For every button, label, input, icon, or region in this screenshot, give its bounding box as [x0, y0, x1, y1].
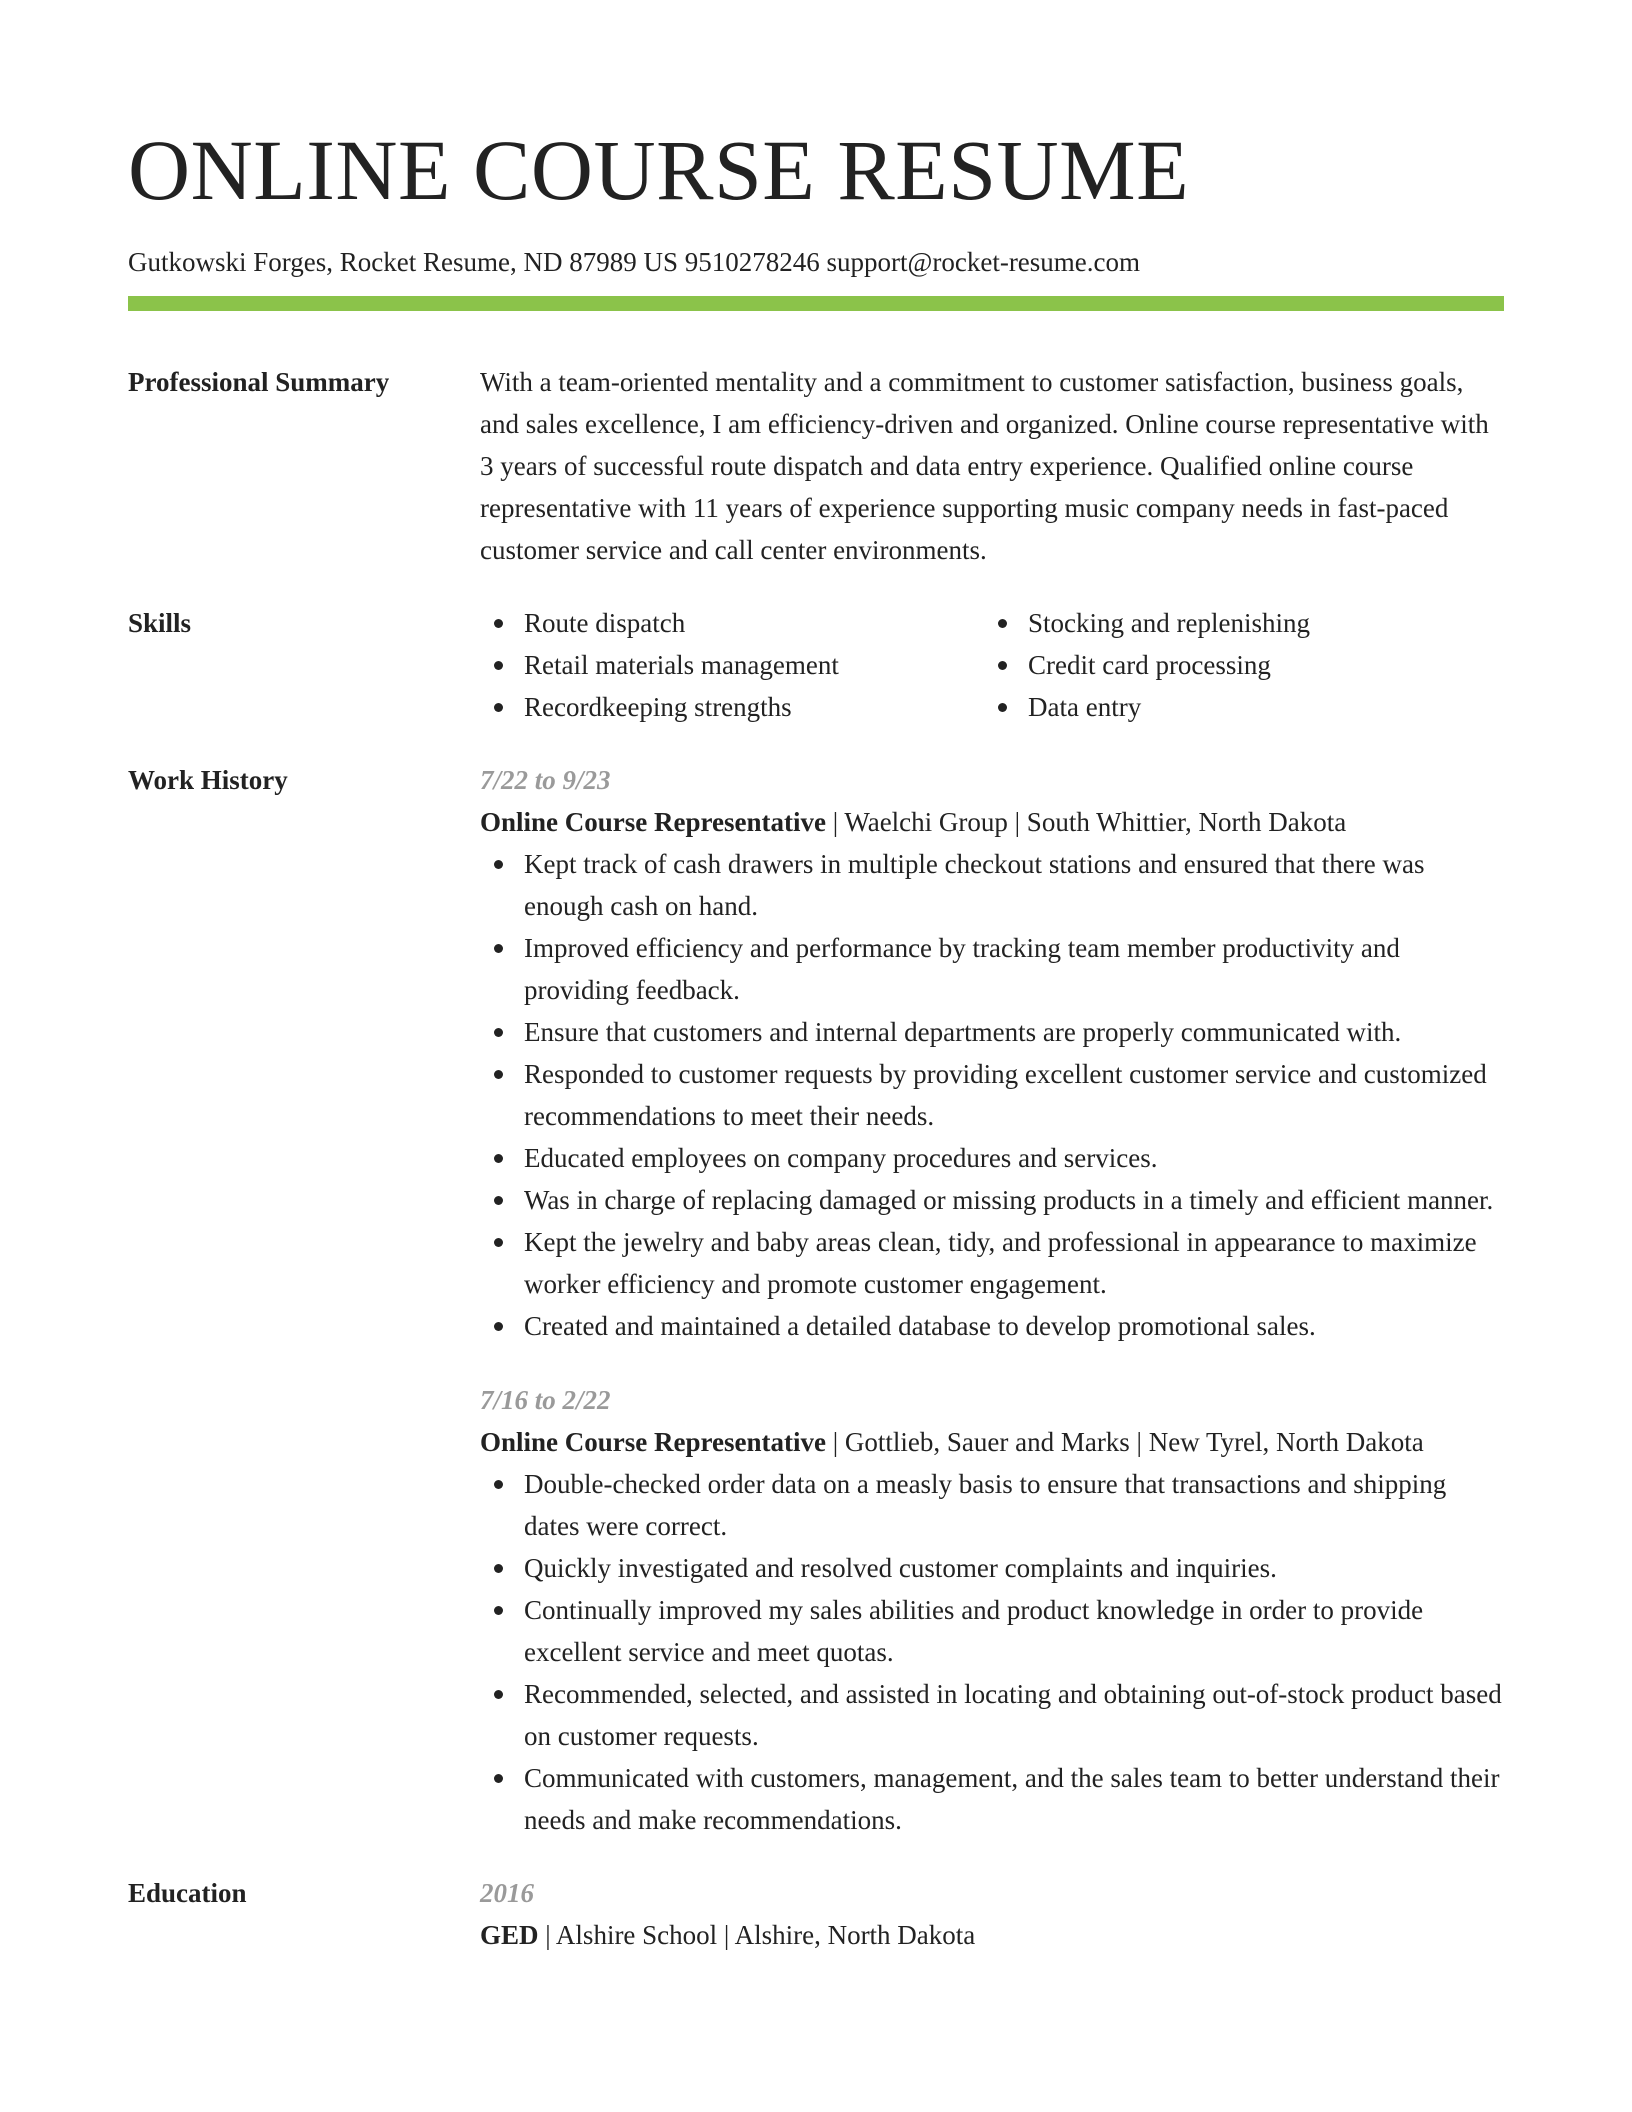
job-bullet: Continually improved my sales abilities and product knowledge in order to provide excellent service and meet quotas. [524, 1589, 1504, 1673]
job-dates: 7/16 to 2/22 [480, 1385, 611, 1415]
job-bullet: Responded to customer requests by providing excellent customer service and customized recommendations to meet their needs. [524, 1053, 1504, 1137]
skill-item: Retail materials management [524, 644, 984, 686]
job-bullet: Educated employees on company procedures and services. [524, 1137, 1504, 1179]
education-degree: GED [480, 1920, 539, 1950]
summary-label: Professional Summary [128, 367, 390, 397]
skills-list-right [984, 602, 1488, 728]
header-divider [128, 296, 1504, 311]
resume-title: ONLINE COURSE RESUME [128, 122, 1190, 218]
job-bullet-list [480, 1463, 1504, 1841]
skills-section [128, 602, 1504, 728]
work-history-section [128, 759, 1504, 1841]
skills-list-left [480, 602, 984, 728]
job-bullet: Improved efficiency and performance by tracking team member productivity and providing feedback. [524, 927, 1504, 1011]
job-details: | Gottlieb, Sauer and Marks | New Tyrel, North Dakota [832, 1427, 1424, 1457]
job-bullet: Was in charge of replacing damaged or missing products in a timely and efficient manner. [524, 1179, 1504, 1221]
job-bullet: Ensure that customers and internal departments are properly communicated with. [524, 1011, 1504, 1053]
job-bullet: Communicated with customers, management, and the sales team to better understand their needs and make recommendations. [524, 1757, 1504, 1841]
skill-item: Data entry [1028, 686, 1488, 728]
job-bullet: Quickly investigated and resolved customer complaints and inquiries. [524, 1547, 1504, 1589]
resume-page [128, 118, 1504, 1956]
job-title: Online Course Representative [480, 1427, 826, 1457]
job-bullet: Recommended, selected, and assisted in locating and obtaining out-of-stock product based on customer requests. [524, 1673, 1504, 1757]
contact-line [128, 244, 1504, 280]
job-heading [480, 1421, 1504, 1463]
skill-item: Stocking and replenishing [1028, 602, 1488, 644]
skill-item: Credit card processing [1028, 644, 1488, 686]
job-entry [480, 759, 1504, 1347]
contact-email: support@rocket-resume.com [826, 247, 1141, 277]
skill-item: Recordkeeping strengths [524, 686, 984, 728]
education-label: Education [128, 1878, 247, 1908]
job-entry [480, 1379, 1504, 1841]
job-title: Online Course Representative [480, 807, 826, 837]
job-bullet: Kept track of cash drawers in multiple checkout stations and ensured that there was enough cash on hand. [524, 843, 1504, 927]
job-bullet-list [480, 843, 1504, 1347]
education-heading [480, 1914, 1504, 1956]
job-dates: 7/22 to 9/23 [480, 765, 611, 795]
job-details: | Waelchi Group | South Whittier, North Dakota [832, 807, 1347, 837]
job-heading [480, 801, 1504, 843]
summary-text: With a team-oriented mentality and a commitment to customer satisfaction, business goals, and sales excellence, I am efficiency-driven and organized. Online course representative with 3 years of successful route dispatch and data entry experience. Qualified online course representative with 11 years of experience supporting music company needs in fast-paced customer service and call center environments. [480, 367, 1489, 565]
skills-label: Skills [128, 608, 192, 638]
job-bullet: Double-checked order data on a measly basis to ensure that transactions and shipping dates were correct. [524, 1463, 1504, 1547]
summary-section [128, 361, 1504, 571]
skills-grid [480, 602, 1504, 728]
education-details: | Alshire School | Alshire, North Dakota [545, 1920, 976, 1950]
skill-item: Route dispatch [524, 602, 984, 644]
work-history-label: Work History [128, 765, 288, 795]
education-year: 2016 [480, 1878, 534, 1908]
contact-phone: 9510278246 [684, 247, 820, 277]
job-bullet: Created and maintained a detailed database to develop promotional sales. [524, 1305, 1504, 1347]
contact-address: Gutkowski Forges, Rocket Resume, ND 87989 US [128, 247, 678, 277]
job-bullet: Kept the jewelry and baby areas clean, tidy, and professional in appearance to maximize worker efficiency and promote customer engagement. [524, 1221, 1504, 1305]
education-section [128, 1872, 1504, 1956]
